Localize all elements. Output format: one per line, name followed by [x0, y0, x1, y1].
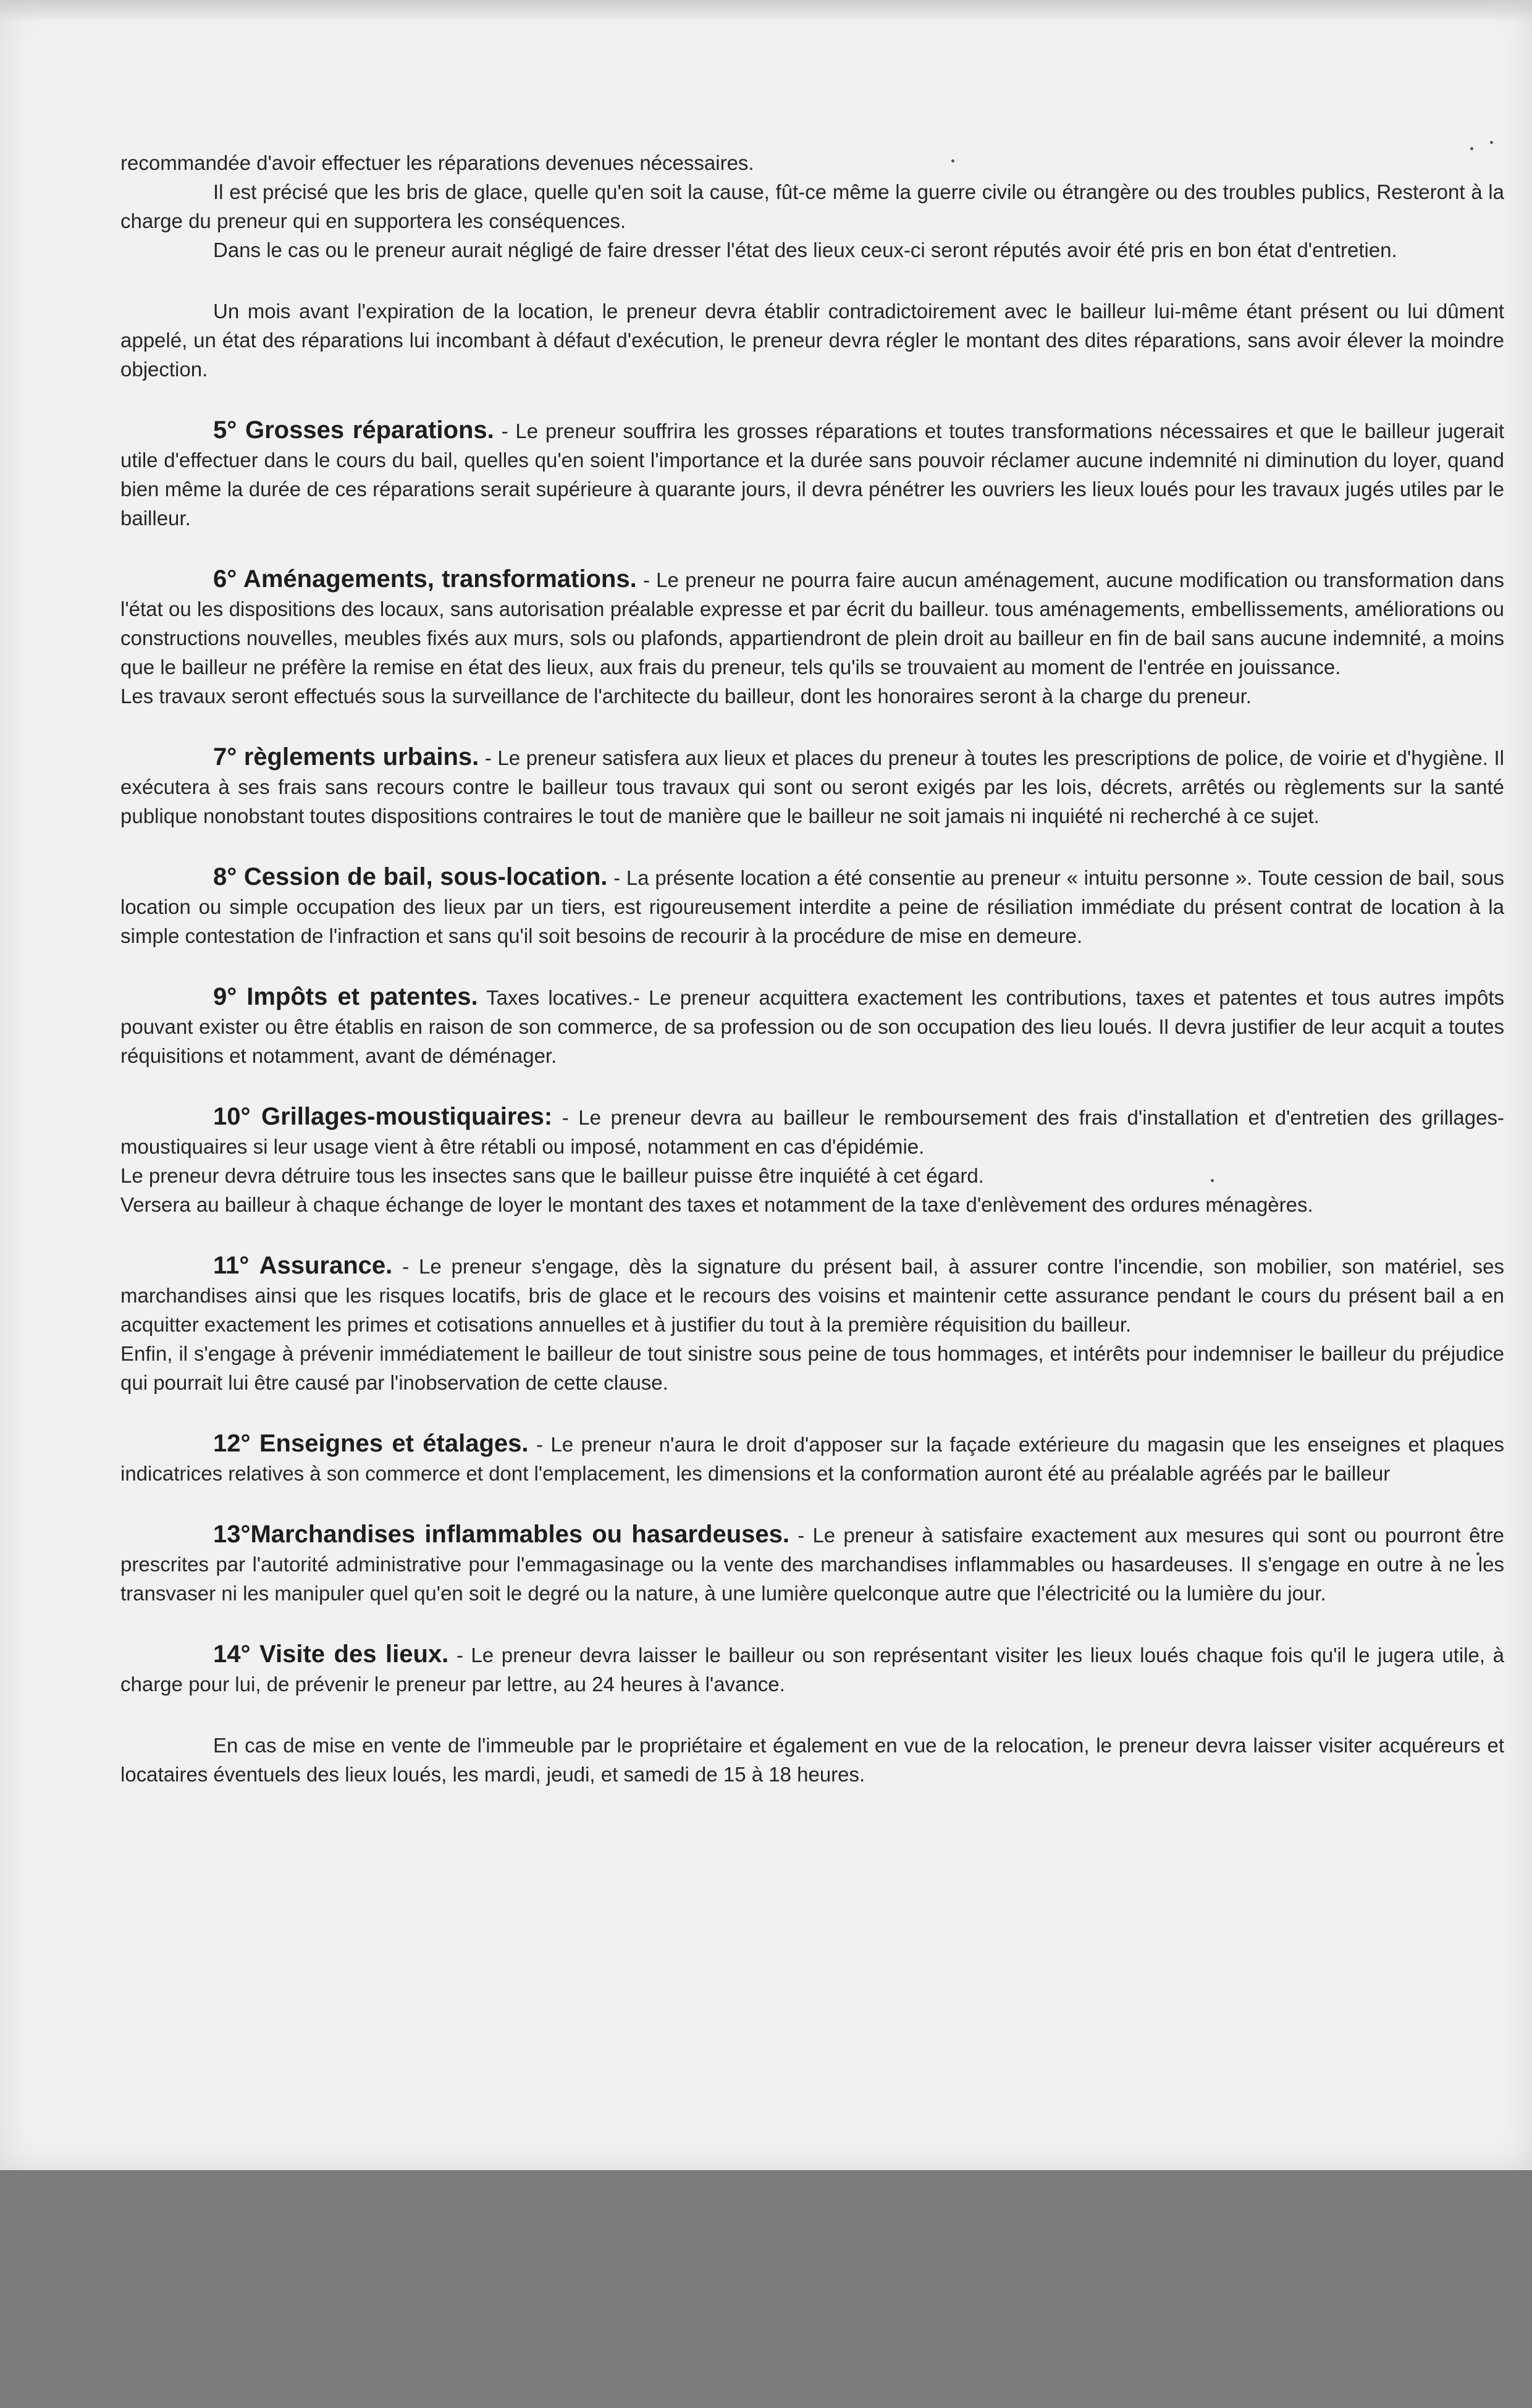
lease-text: [120, 148, 1504, 1789]
section-text: Taxes locatives.- Le preneur acquittera exactement les contributions, taxes et patentes et tous autres impôts pouvant exister ou être établis en raison de son commerce, de sa profession ou de son occupation des lieu loués. Il devra justifier de leur acquit a toutes réquisitions et notamment, avant de déménager.: [120, 986, 1505, 1067]
section-title: 12° Enseignes et étalages.: [213, 1430, 529, 1457]
section-10: [120, 1102, 1504, 1161]
section-text: - La présente location a été consentie au preneur « intuitu personne ». Toute cession de bail, sous location ou simple occupation des lieux par un tiers, est rigoureusement interdite a peine de résiliation immédiate du présent contrat de location à la simple contestation de l'infraction et sans qu'il soit besoins de recourir à la procédure de mise en demeure.: [120, 866, 1504, 947]
closing-paragraph: En cas de mise en vente de l'immeuble par le propriétaire et également en vue de la relocation, le preneur devra laisser visiter acquéreurs et locataires éventuels des lieux loués, les mardi, jeudi, et samedi de 15 à 18 heures.: [120, 1734, 1504, 1786]
section-text: - Le preneur à satisfaire exactement aux mesures qui sont ou pourront être prescrites par l'autorité administrative pour l'emmagasinage ou la vente des marchandises inflammables ou hasardeuses. Il s'engage en outre à ne les transvaser ni les manipuler quel qu'en soit le degré ou la nature, à une lumière quelconque autre que l'électricité ou la lumière du jour.: [120, 1524, 1505, 1605]
section-title: 14° Visite des lieux.: [213, 1641, 449, 1668]
section-8: [120, 863, 1504, 950]
section-title: 13°Marchandises inflammables ou hasardeuses.: [213, 1521, 789, 1548]
intro-paragraph-inventory: Dans le cas ou le preneur aurait négligé de faire dresser l'état des lieux ceux-ci seront réputés avoir été pris en bon état d'entretien.: [213, 239, 1397, 261]
section-text: - Le preneur satisfera aux lieux et places du preneur à toutes les prescriptions de police, de voirie et d'hygiène. Il exécutera à ses frais sans recours contre le bailleur tous travaux qui sont ou seront exigés par les lois, décrets, arrêtés ou règlements sur la santé publique nonobstant toutes dispositions contraires le tout de manière que le bailleur ne soit jamais ni inquiété ni recherché à ce sujet.: [120, 746, 1505, 827]
section-text: - Le preneur souffrira les grosses réparations et toutes transformations nécessaires et que le bailleur jugerait utile d'effectuer dans le cours du bail, quelles qu'en soient l'importance et la durée sans pouvoir réclamer aucune indemnité ni diminution du loyer, quand bien même la durée de ces réparations serait supérieure à quarante jours, il devra pénétrer les ouvriers les lieux loués pour les travaux jugés utiles par le bailleur.: [120, 420, 1505, 530]
section-14: [120, 1640, 1504, 1699]
section-5: [120, 416, 1504, 533]
section-title: 5° Grosses réparations.: [213, 416, 494, 444]
section-11: [120, 1251, 1504, 1339]
section-6: [120, 565, 1504, 682]
intro-paragraph-repairs: Un mois avant l'expiration de la location, le preneur devra établir contradictoirement avec le bailleur lui-même étant présent ou lui dûment appelé, un état des réparations lui incombant à défaut d'exécution, le preneur devra régler le montant des dites réparations, sans avoir élever la moindre objection.: [120, 300, 1504, 381]
section-title: 6° Aménagements, transformations.: [213, 565, 637, 593]
section-text: - Le preneur n'aura le droit d'apposer sur la façade extérieure du magasin que les enseignes et plaques indicatrices relatives à son commerce et dont l'emplacement, les dimensions et la conformation auront été au préalable agréés par le bailleur: [120, 1433, 1505, 1485]
scan-speck: [1490, 141, 1493, 144]
section-text: - Le preneur devra laisser le bailleur ou son représentant visiter les lieux loués chaque fois qu'il le jugera utile, à charge pour lui, de prévenir le preneur par lettre, au 24 heures à l'avance.: [120, 1644, 1505, 1696]
intro-line: recommandée d'avoir effectuer les réparations devenues nécessaires.: [120, 151, 754, 174]
section-11-extra: Enfin, il s'engage à prévenir immédiatement le bailleur de tout sinistre sous peine de tous hommages, et intérêts pour indemniser le bailleur du préjudice qui pourrait lui être causé par l'inobservation de cette clause.: [120, 1342, 1504, 1394]
section-10-extra: Le preneur devra détruire tous les insectes sans que le bailleur puisse être inquiété à cet égard.: [120, 1164, 984, 1187]
section-title: 9° Impôts et patentes.: [213, 983, 478, 1010]
section-13: [120, 1520, 1504, 1608]
section-9: [120, 982, 1504, 1070]
section-title: 8° Cession de bail, sous-location.: [213, 863, 608, 890]
intro-paragraph-glass: Il est précisé que les bris de glace, quelle qu'en soit la cause, fût-ce même la guerre civile ou étrangère ou des troubles publics, Resteront à la charge du preneur qui en supportera les conséquences.: [120, 180, 1504, 232]
section-7: [120, 743, 1504, 830]
section-text: - Le preneur devra au bailleur le remboursement des frais d'installation et d'entretien des grillages-moustiquaires si leur usage vient à être rétabli ou imposé, notamment en cas d'épidémie.: [120, 1106, 1504, 1158]
section-6-extra: Les travaux seront effectués sous la surveillance de l'architecte du bailleur, dont les honoraires seront à la charge du preneur.: [120, 685, 1252, 708]
section-10-extra-2: Versera au bailleur à chaque échange de loyer le montant des taxes et notamment de la taxe d'enlèvement des ordures ménagères.: [120, 1193, 1313, 1216]
section-text: - Le preneur s'engage, dès la signature du présent bail, à assurer contre l'incendie, son mobilier, son matériel, ses marchandises ainsi que les risques locatifs, bris de glace et le recours des voisins et maintenir cette assurance pendant le cours du présent bail a en acquitter exactement les primes et cotisations annuelles et à justifier du tout à la première réquisition du bailleur.: [120, 1255, 1504, 1336]
section-text: - Le preneur ne pourra faire aucun aménagement, aucune modification ou transformation dans l'état ou les dispositions des locaux, sans autorisation préalable expresse et par écrit du bailleur. tous aménagements, embellissements, améliorations ou constructions nouvelles, meubles fixés aux murs, sols ou plafonds, appartiendront de plein droit au bailleur en fin de bail sans aucune indemnité, a moins que le bailleur ne préfère la remise en état des lieux, aux frais du preneur, tels qu'ils se trouvaient au moment de l'entrée en jouissance.: [120, 568, 1505, 678]
section-title: 11° Assurance.: [213, 1252, 393, 1279]
section-title: 7° règlements urbains.: [213, 743, 479, 771]
section-12: [120, 1429, 1504, 1488]
scan-edge-shadow: [0, 0, 1532, 21]
section-title: 10° Grillages-moustiquaires:: [213, 1103, 553, 1130]
